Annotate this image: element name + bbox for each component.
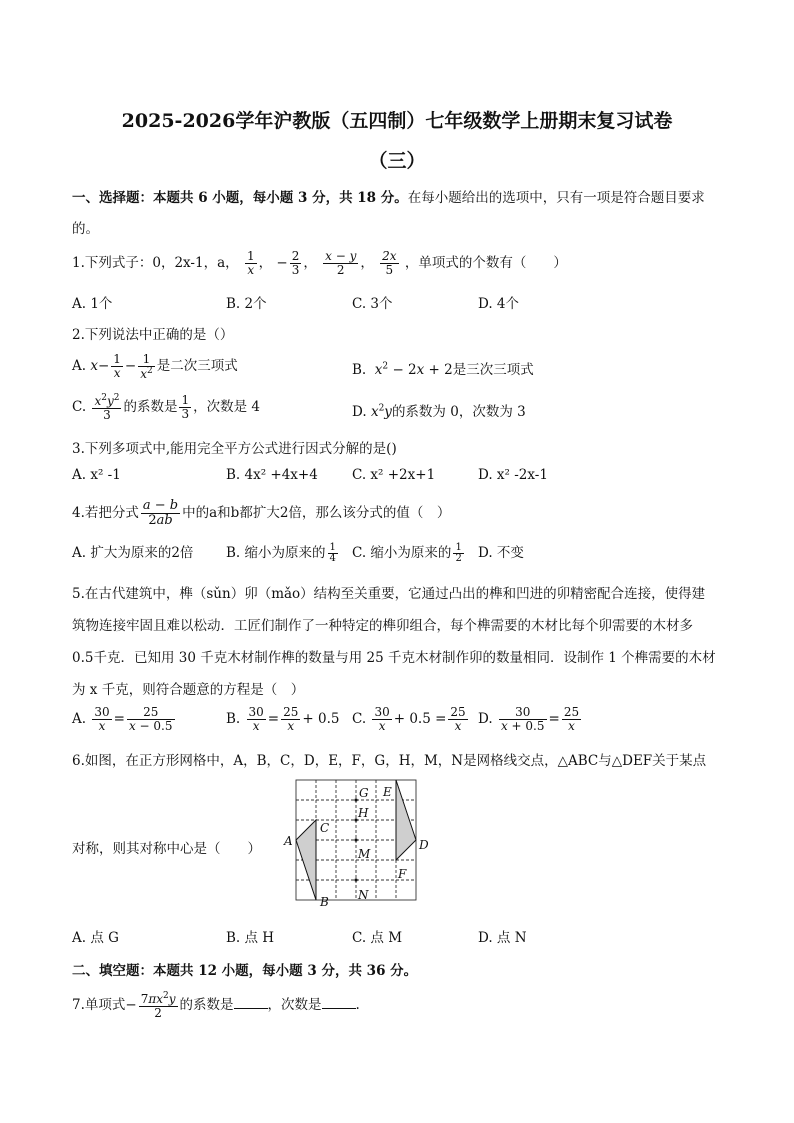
q3-stem: 3.下列多项式中,能用完全平方公式进行因式分解的是() — [72, 441, 397, 457]
q4-b-text: B. 缩小为原来的 — [226, 545, 326, 561]
q5-line1: 5.在古代建筑中，榫（sǔn）卯（mǎo）结构至关重要，它通过凸出的榫和凹进的卯精密配合连接，使得建 — [72, 586, 706, 602]
q7-prefix: 7.单项式 — [72, 997, 126, 1013]
section1-intro — [72, 186, 705, 206]
section1-intro-rest: 在每小题给出的选项中，只有一项是符合题目要求 — [407, 190, 705, 206]
q3-option-c[interactable]: C. x² +2x+1 — [352, 467, 436, 483]
q4-option-a[interactable]: A. 扩大为原来的2倍 — [72, 545, 194, 561]
q1-option-c[interactable]: C. 3个 — [352, 296, 393, 312]
page-title: 2025-2026学年沪教版（五四制）七年级数学上册期末复习试卷 — [121, 110, 673, 132]
q1-frac-4: $\frac{2x}{5}$ — [382, 249, 397, 277]
q4-option-b[interactable]: B. 缩小为原来的 $\frac{1}{4}$ — [226, 541, 336, 564]
section2-intro: 二、填空题：本题共 12 小题，每小题 3 分，共 36 分。 — [72, 963, 418, 979]
q5-option-b[interactable]: B. $\frac{30}{x}$ = $\frac{25}{x}$ + 0.5 — [226, 705, 340, 733]
q7-suffix: ，次数是 — [267, 997, 322, 1013]
section1-intro-line2: 的。 — [72, 221, 99, 237]
q4-option-c[interactable]: C. 缩小为原来的 $\frac{1}{2}$ — [352, 541, 462, 564]
q6-grid-figure — [276, 772, 436, 917]
q5-line4: 为 x 千克，则符合题意的方程是（ ） — [72, 682, 305, 698]
q1-option-d[interactable]: D. 4个 — [478, 296, 520, 312]
question-4: 4.若把分式 $\frac{a - b}{2ab}$ 中的a和b都扩大2倍，那么该分式的值（ ） — [72, 498, 451, 528]
q2-b-text: 是三次三项式 — [452, 362, 534, 378]
q1-frac-2: $\frac{2}{3}$ — [291, 249, 300, 277]
label-e: E — [383, 785, 392, 799]
q6-option-b[interactable]: B. 点 H — [226, 930, 275, 946]
q1-option-b[interactable]: B. 2个 — [226, 296, 267, 312]
label-a: A — [284, 834, 293, 848]
label-h: H — [358, 806, 369, 820]
label-m: M — [358, 847, 371, 861]
q2-stem: 2.下列说法中正确的是（） — [72, 327, 234, 343]
label-c: C — [320, 821, 330, 835]
q4-prefix: 4.若把分式 — [72, 505, 139, 521]
q2-c-text1: 的系数是 — [123, 399, 178, 415]
q7-end: . — [355, 997, 360, 1013]
q2-d-text: 的系数为 0，次数为 3 — [391, 404, 526, 420]
q1-option-a[interactable]: A. 1个 — [72, 296, 113, 312]
q2-a-text: 是二次三项式 — [156, 358, 238, 374]
q2-option-b[interactable]: B. $x^2 - 2x + 2$是三次三项式 — [352, 361, 534, 378]
q4-option-d[interactable]: D. 不变 — [478, 545, 524, 561]
q5-option-c[interactable]: C. $\frac{30}{x}$ + 0.5 = $\frac{25}{x}$ — [352, 705, 466, 733]
q1-prefix: 1.下列式子：0，2x-1，a， — [72, 255, 239, 271]
q3-option-a[interactable]: A. x² -1 — [72, 467, 121, 483]
label-b: B — [320, 895, 329, 909]
q3-option-b[interactable]: B. 4x² +4x+4 — [226, 467, 318, 483]
q1-frac-1: $\frac{1}{x}$ — [246, 249, 255, 277]
q2-option-a[interactable]: A. x− $\frac{1}{x}$ − $\frac{1}{x^2}$ 是二次三项式 — [72, 351, 238, 381]
q2-option-d[interactable]: D. $x^2y$的系数为 0，次数为 3 — [352, 403, 526, 420]
section1-intro-bold: 一、选择题：本题共 6 小题，每小题 3 分，共 18 分。 — [72, 190, 408, 206]
q1-frac-3: $\frac{x - y}{2}$ — [325, 249, 357, 277]
q5-line2: 筑物连接牢固且难以松动．工匠们制作了一种特定的榫卯组合，每个榫需要的木材比每个卯需要的木材多 — [72, 618, 693, 634]
q6-line1: 6.如图，在正方形网格中，A，B，C，D，E，F，G，H，M，N是网格线交点，△ABC与△DEF关于某点 — [72, 753, 707, 769]
question-7: 7.单项式− $\frac{7\pi x^2y}{2}$ 的系数是 ，次数是 . — [72, 990, 360, 1020]
q6-option-d[interactable]: D. 点 N — [478, 930, 527, 946]
q6-option-a[interactable]: A. 点 G — [72, 930, 119, 946]
label-d: D — [419, 838, 429, 852]
q1-suffix: ，单项式的个数有（ ） — [404, 255, 567, 271]
label-g: G — [359, 786, 369, 800]
q2-c-text2: ，次数是 4 — [193, 399, 260, 415]
q5-option-d[interactable]: D. $\frac{30}{x + 0.5}$ = $\frac{25}{x}$ — [478, 705, 580, 733]
question-1: 1.下列式子：0，2x-1，a， $\frac{1}{x}$ ， − $\frac{2}{3}$ ， $\frac{x - y}{2}$ ， $\frac{2x}{5}$ ，单项式的个数有（ ） — [72, 249, 567, 277]
q2-option-c[interactable]: C. $\frac{x^2y^2}{3}$ 的系数是 $\frac{1}{3}$ ，次数是 4 — [72, 392, 260, 422]
q5-line3: 0.5千克．已知用 30 千克木材制作榫的数量与用 25 千克木材制作卯的数量相同．设制作 1 个榫需要的木材 — [72, 650, 716, 666]
q6-option-c[interactable]: C. 点 M — [352, 930, 403, 946]
label-f: F — [398, 867, 407, 881]
q5-option-a[interactable]: A. $\frac{30}{x}$ = $\frac{25}{x - 0.5}$ — [72, 705, 173, 733]
label-n: N — [358, 888, 369, 902]
q7-mid: 的系数是 — [179, 997, 234, 1013]
q6-line2: 对称，则其对称中心是（ ） — [72, 841, 261, 857]
q3-option-d[interactable]: D. x² -2x-1 — [478, 467, 548, 483]
q4-c-text: C. 缩小为原来的 — [352, 545, 452, 561]
q4-suffix: 中的a和b都扩大2倍，那么该分式的值（ ） — [182, 505, 451, 521]
page-subtitle: （三） — [368, 150, 426, 172]
q7-blank-coefficient[interactable] — [234, 996, 268, 1009]
q7-blank-degree[interactable] — [322, 996, 356, 1009]
